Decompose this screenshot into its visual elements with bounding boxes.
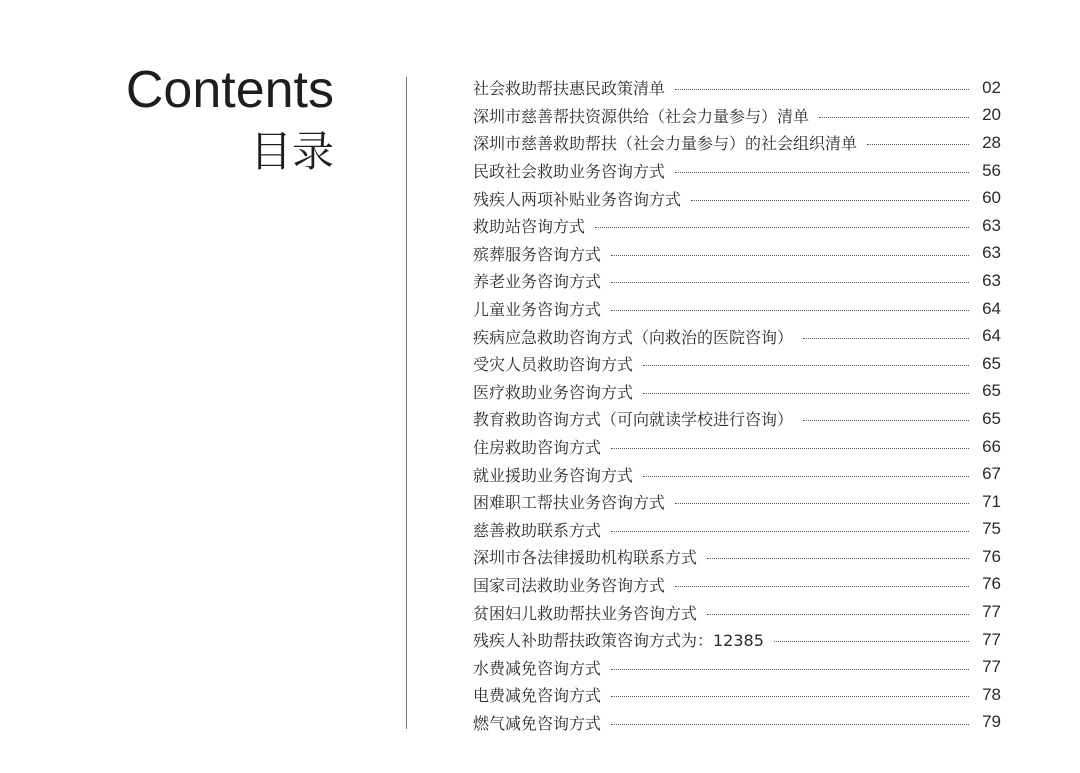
toc-entry[interactable] — [473, 184, 1001, 212]
dot-leader — [819, 117, 969, 118]
dot-leader — [611, 255, 969, 256]
vertical-divider — [406, 77, 407, 729]
toc-entry[interactable] — [473, 350, 1001, 378]
dot-leader — [611, 531, 969, 532]
toc-entry[interactable] — [473, 322, 1001, 350]
toc-entry-page-number: 77 — [982, 657, 1001, 677]
toc-entry-title: 养老业务咨询方式 — [473, 272, 602, 292]
toc-entry-title: 就业援助业务咨询方式 — [473, 465, 634, 485]
toc-entry[interactable] — [473, 460, 1001, 488]
toc-entry-page-number: 64 — [982, 326, 1001, 346]
toc-entry-title: 电费减免咨询方式 — [473, 686, 602, 706]
toc-entry-page-number: 63 — [982, 243, 1001, 263]
dot-leader — [803, 338, 969, 339]
dot-leader — [611, 669, 969, 670]
toc-entry[interactable] — [473, 516, 1001, 544]
toc-entry-title: 民政社会救助业务咨询方式 — [473, 162, 666, 182]
toc-entry-title: 困难职工帮扶业务咨询方式 — [473, 493, 666, 513]
toc-entry[interactable] — [473, 267, 1001, 295]
toc-entry-page-number: 71 — [982, 491, 1001, 511]
toc-entry[interactable] — [473, 626, 1001, 654]
toc-entry[interactable] — [473, 709, 1001, 737]
dot-leader — [707, 558, 969, 559]
dot-leader — [643, 365, 969, 366]
dot-leader — [611, 282, 969, 283]
dot-leader — [611, 448, 969, 449]
dot-leader — [675, 172, 969, 173]
dot-leader — [675, 89, 969, 90]
dot-leader — [611, 724, 969, 725]
toc-entry[interactable] — [473, 240, 1001, 268]
toc-entry-page-number: 77 — [982, 629, 1001, 649]
toc-entry-title: 深圳市慈善救助帮扶（社会力量参与）的社会组织清单 — [473, 134, 858, 154]
toc-entry[interactable] — [473, 571, 1001, 599]
toc-entry-title: 贫困妇儿救助帮扶业务咨询方式 — [473, 603, 698, 623]
toc-entry-title: 救助站咨询方式 — [473, 217, 586, 237]
toc-entry-page-number: 60 — [982, 188, 1001, 208]
toc-entry-title: 深圳市各法律援助机构联系方式 — [473, 548, 698, 568]
toc-entry[interactable] — [473, 598, 1001, 626]
dot-leader — [643, 476, 969, 477]
toc-entry-title: 儿童业务咨询方式 — [473, 300, 602, 320]
dot-leader — [774, 641, 969, 642]
toc-entry-page-number: 75 — [982, 519, 1001, 539]
toc-entry[interactable] — [473, 129, 1001, 157]
toc-entry[interactable] — [473, 378, 1001, 406]
toc-entry-title: 社会救助帮扶惠民政策清单 — [473, 79, 666, 99]
toc-entry[interactable] — [473, 157, 1001, 185]
toc-entry-page-number: 63 — [982, 215, 1001, 235]
toc-entry-page-number: 76 — [982, 574, 1001, 594]
dot-leader — [691, 200, 969, 201]
dot-leader — [643, 393, 969, 394]
toc-entry-page-number: 65 — [982, 381, 1001, 401]
toc-entry-page-number: 78 — [982, 684, 1001, 704]
toc-entry-page-number: 02 — [982, 77, 1001, 97]
toc-entry[interactable] — [473, 681, 1001, 709]
dot-leader — [611, 310, 969, 311]
toc-entry-title: 受灾人员救助咨询方式 — [473, 355, 634, 375]
dot-leader — [675, 503, 969, 504]
toc-entry[interactable] — [473, 102, 1001, 130]
toc-entry-page-number: 67 — [982, 464, 1001, 484]
toc-entry-title: 残疾人补助帮扶政策咨询方式为：12385 — [473, 631, 764, 651]
toc-entry-page-number: 64 — [982, 298, 1001, 318]
toc-entry-page-number: 20 — [982, 105, 1001, 125]
toc-entry[interactable] — [473, 433, 1001, 461]
page-title-chinese: 目录 — [249, 127, 334, 176]
table-of-contents — [473, 74, 1001, 736]
dot-leader — [867, 144, 969, 145]
toc-entry-title: 慈善救助联系方式 — [473, 520, 602, 540]
toc-entry[interactable] — [473, 488, 1001, 516]
toc-entry-page-number: 63 — [982, 270, 1001, 290]
toc-entry-title: 疾病应急救助咨询方式（向救治的医院咨询） — [473, 327, 794, 347]
toc-entry[interactable] — [473, 212, 1001, 240]
toc-entry-page-number: 66 — [982, 436, 1001, 456]
toc-entry-title: 国家司法救助业务咨询方式 — [473, 575, 666, 595]
toc-entry-page-number: 79 — [982, 712, 1001, 732]
toc-entry[interactable] — [473, 405, 1001, 433]
page-title-english: Contents — [125, 61, 334, 119]
toc-entry-title: 住房救助咨询方式 — [473, 438, 602, 458]
toc-entry-title: 殡葬服务咨询方式 — [473, 244, 602, 264]
dot-leader — [707, 614, 969, 615]
toc-entry-page-number: 65 — [982, 353, 1001, 373]
dot-leader — [595, 227, 969, 228]
toc-entry-page-number: 65 — [982, 408, 1001, 428]
toc-entry[interactable] — [473, 74, 1001, 102]
toc-entry[interactable] — [473, 543, 1001, 571]
toc-entry-title: 教育救助咨询方式（可向就读学校进行咨询） — [473, 410, 794, 430]
toc-entry-page-number: 77 — [982, 602, 1001, 622]
toc-entry-page-number: 56 — [982, 160, 1001, 180]
title-block — [126, 58, 334, 180]
dot-leader — [611, 696, 969, 697]
toc-entry-page-number: 76 — [982, 546, 1001, 566]
toc-entry-title: 燃气减免咨询方式 — [473, 713, 602, 733]
toc-entry-title: 医疗救助业务咨询方式 — [473, 382, 634, 402]
dot-leader — [675, 586, 969, 587]
toc-entry-page-number: 28 — [982, 132, 1001, 152]
toc-entry[interactable] — [473, 653, 1001, 681]
toc-entry-title: 残疾人两项补贴业务咨询方式 — [473, 189, 682, 209]
dot-leader — [803, 420, 969, 421]
toc-entry-title: 水费减免咨询方式 — [473, 658, 602, 678]
toc-entry-title: 深圳市慈善帮扶资源供给（社会力量参与）清单 — [473, 106, 810, 126]
toc-entry[interactable] — [473, 295, 1001, 323]
